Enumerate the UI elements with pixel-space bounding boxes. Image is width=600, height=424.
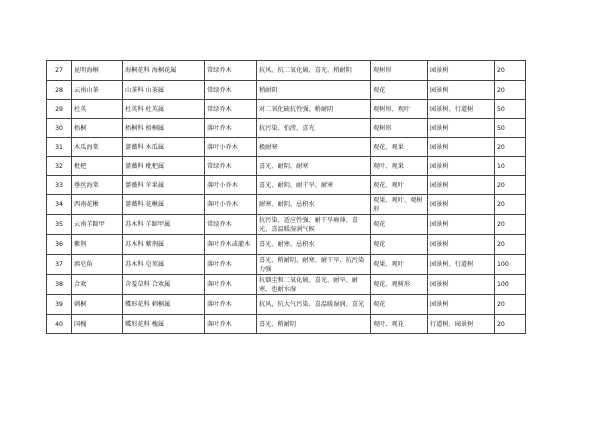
plant-name: 云南羊蹄甲 xyxy=(72,215,123,235)
plant-species-table xyxy=(46,60,526,334)
plant-name: 国槐 xyxy=(72,315,123,334)
row-number: 33 xyxy=(47,176,72,195)
plant-name: 木瓜海棠 xyxy=(72,138,123,157)
quantity: 20 xyxy=(495,215,526,235)
row-number: 29 xyxy=(47,100,72,119)
growth-habit: 落叶乔木或灌木 xyxy=(205,235,257,255)
ornamental-feature: 观叶、观果 xyxy=(371,157,428,176)
plant-name: 滇皂角 xyxy=(72,255,123,275)
table-row xyxy=(47,315,526,334)
plant-traits: 抗风，抗大气污染、喜温暖湿润、喜光 xyxy=(257,295,371,315)
plant-family: 苏木科 皂荚属 xyxy=(123,255,205,275)
landscape-use: 园景树 xyxy=(428,215,495,235)
ornamental-feature: 观花、观叶 xyxy=(371,176,428,195)
table-row xyxy=(47,295,526,315)
plant-family: 梧桐科 梧桐属 xyxy=(123,119,205,138)
plant-family: 蝶形花科 槐属 xyxy=(123,315,205,334)
quantity: 50 xyxy=(495,119,526,138)
plant-traits: 喜光、稍耐阴 xyxy=(257,315,371,334)
row-number: 40 xyxy=(47,315,72,334)
plant-traits: 抗污染、适应性强、耐干旱瘠薄、喜光、喜温暖湿润气候 xyxy=(257,215,371,235)
quantity: 20 xyxy=(495,315,526,334)
ornamental-feature: 观树形 xyxy=(371,61,428,81)
landscape-use: 园景树 xyxy=(428,295,495,315)
ornamental-feature: 观果、观叶、观树形 xyxy=(371,195,428,215)
row-number: 32 xyxy=(47,157,72,176)
ornamental-feature: 观树形、观叶 xyxy=(371,100,428,119)
quantity: 20 xyxy=(495,138,526,157)
table-row xyxy=(47,235,526,255)
quantity: 20 xyxy=(495,235,526,255)
plant-name: 刺桐 xyxy=(72,295,123,315)
growth-habit: 常绿乔木 xyxy=(205,157,257,176)
plant-family: 蔷薇科 花楸属 xyxy=(123,195,205,215)
growth-habit: 落叶小乔木 xyxy=(205,176,257,195)
plant-family: 苏木科 羊蹄甲属 xyxy=(123,215,205,235)
plant-traits: 抗风、抗二氧化硫、喜光、稍耐阴 xyxy=(257,61,371,81)
plant-name: 梧桐 xyxy=(72,119,123,138)
plant-family: 蔷薇科 木瓜属 xyxy=(123,138,205,157)
quantity: 20 xyxy=(495,176,526,195)
plant-family: 山茶科 山茶属 xyxy=(123,81,205,100)
plant-name: 昆明海桐 xyxy=(72,61,123,81)
ornamental-feature: 观叶、观花 xyxy=(371,315,428,334)
quantity: 20 xyxy=(495,81,526,100)
plant-name: 枇杷 xyxy=(72,157,123,176)
plant-traits: 喜光、耐阴、耐寒 xyxy=(257,157,371,176)
landscape-use: 园景树 xyxy=(428,275,495,295)
landscape-use: 园景树 xyxy=(428,119,495,138)
landscape-use: 园景树 xyxy=(428,235,495,255)
table-row xyxy=(47,195,526,215)
table-row xyxy=(47,215,526,235)
quantity: 10 xyxy=(495,157,526,176)
growth-habit: 落叶乔木 xyxy=(205,275,257,295)
table-row xyxy=(47,100,526,119)
plant-family: 苏木科 紫荆属 xyxy=(123,235,205,255)
plant-family: 蔷薇科 枇杷属 xyxy=(123,157,205,176)
table-row xyxy=(47,81,526,100)
ornamental-feature: 观花 xyxy=(371,295,428,315)
growth-habit: 常绿乔木 xyxy=(205,61,257,81)
plant-traits: 喜光、稍耐阴、耐寒、耐干旱、抗污染力强 xyxy=(257,255,371,275)
table-row xyxy=(47,61,526,81)
landscape-use: 园景树、行道树 xyxy=(428,255,495,275)
growth-habit: 落叶小乔木 xyxy=(205,195,257,215)
table-row xyxy=(47,157,526,176)
plant-family: 杜英科 杜英属 xyxy=(123,100,205,119)
landscape-use: 园景树 xyxy=(428,195,495,215)
plant-traits: 喜光、耐阴、耐干旱、耐寒 xyxy=(257,176,371,195)
table-row xyxy=(47,176,526,195)
ornamental-feature: 观花、观树形 xyxy=(371,275,428,295)
landscape-use: 园景树、行道树 xyxy=(428,100,495,119)
row-number: 38 xyxy=(47,275,72,295)
quantity: 20 xyxy=(495,295,526,315)
quantity: 100 xyxy=(495,275,526,295)
plant-name: 垂丝海棠 xyxy=(72,176,123,195)
table-row xyxy=(47,138,526,157)
growth-habit: 常绿乔木 xyxy=(205,215,257,235)
row-number: 30 xyxy=(47,119,72,138)
plant-family: 蔷薇科 苹果属 xyxy=(123,176,205,195)
growth-habit: 落叶乔木 xyxy=(205,255,257,275)
growth-habit: 落叶乔木 xyxy=(205,295,257,315)
growth-habit: 常绿乔木 xyxy=(205,81,257,100)
landscape-use: 园景树 xyxy=(428,81,495,100)
table-row xyxy=(47,119,526,138)
plant-traits: 稍耐阴 xyxy=(257,81,371,100)
row-number: 31 xyxy=(47,138,72,157)
landscape-use: 园景树 xyxy=(428,61,495,81)
plant-name: 杜英 xyxy=(72,100,123,119)
ornamental-feature: 观树形 xyxy=(371,119,428,138)
ornamental-feature: 观花 xyxy=(371,81,428,100)
row-number: 36 xyxy=(47,235,72,255)
landscape-use: 园景树 xyxy=(428,157,495,176)
plant-traits: 抗烟尘和二氧化硫、喜光、耐旱、耐寒、也耐水湿 xyxy=(257,275,371,295)
ornamental-feature: 观花 xyxy=(371,235,428,255)
landscape-use: 园景树 xyxy=(428,176,495,195)
landscape-use: 行道树、园景树 xyxy=(428,315,495,334)
quantity: 20 xyxy=(495,195,526,215)
ornamental-feature: 观果、观叶 xyxy=(371,255,428,275)
plant-traits: 抗污染、怕涝、喜光 xyxy=(257,119,371,138)
plant-family: 含羞草科 合欢属 xyxy=(123,275,205,295)
quantity: 50 xyxy=(495,100,526,119)
growth-habit: 落叶乔木 xyxy=(205,315,257,334)
growth-habit: 常绿乔木 xyxy=(205,100,257,119)
plant-family: 蝶形花科 刺桐属 xyxy=(123,295,205,315)
growth-habit: 落叶乔木 xyxy=(205,119,257,138)
plant-traits: 极耐寒 xyxy=(257,138,371,157)
plant-traits: 耐寒、耐阴、忌积水 xyxy=(257,195,371,215)
plant-traits: 对二氧化硫抗性强、稍耐阴 xyxy=(257,100,371,119)
plant-name: 西南花楸 xyxy=(72,195,123,215)
plant-name: 紫荆 xyxy=(72,235,123,255)
table-row xyxy=(47,275,526,295)
plant-name: 合欢 xyxy=(72,275,123,295)
plant-traits: 喜光、耐寒、忌积水 xyxy=(257,235,371,255)
landscape-use: 园景树 xyxy=(428,138,495,157)
row-number: 39 xyxy=(47,295,72,315)
ornamental-feature: 观花、观果 xyxy=(371,138,428,157)
growth-habit: 落叶小乔木 xyxy=(205,138,257,157)
ornamental-feature: 观花 xyxy=(371,215,428,235)
row-number: 27 xyxy=(47,61,72,81)
plant-family: 海桐花科 海桐花属 xyxy=(123,61,205,81)
row-number: 37 xyxy=(47,255,72,275)
quantity: 20 xyxy=(495,61,526,81)
row-number: 28 xyxy=(47,81,72,100)
plant-name: 云南山茶 xyxy=(72,81,123,100)
row-number: 35 xyxy=(47,215,72,235)
table-row xyxy=(47,255,526,275)
quantity: 100 xyxy=(495,255,526,275)
row-number: 34 xyxy=(47,195,72,215)
